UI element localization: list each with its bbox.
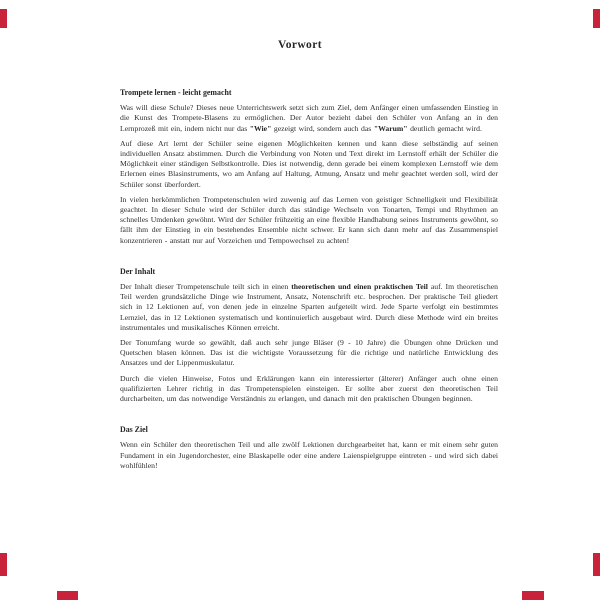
paragraph xyxy=(120,338,498,369)
section-heading: Das Ziel xyxy=(120,425,148,435)
body-text: Wenn ein Schüler den theoretischen Teil und alle zwölf Lektionen durchgearbeitet hat, kann er mit einem sehr guten Fundament in ein Jugendorchester, eine Blaskapelle oder eine andere Laienspielgruppe eintreten - und wird sich dabei wohlfühlen! xyxy=(120,440,498,470)
body-text: In vielen herkömmlichen Trompetenschulen wird zuwenig auf das Lernen von geistiger Schnelligkeit und Flexibilität geachtet. In dieser Schule wird der Schüler durch das ständige Wechseln von Tonarten, Tempi und Rhythmen an schnelles Umdenken gewöhnt. Wird der Schüler frühzeitig an eine flexible Handhabung seines Instruments gewöhnt, so fällt ihm der Einstieg in ein bestehendes Ensemble nicht schwer. Er kann sich dann mehr auf das Zusammenspiel konzentrieren - anstatt nur auf Vorzeichen und Tempowechsel zu achten! xyxy=(120,194,498,245)
crop-mark-bottom-left xyxy=(57,591,78,600)
paragraph xyxy=(120,282,498,333)
document-body xyxy=(120,0,498,471)
paragraph xyxy=(120,374,498,405)
section-heading: Der Inhalt xyxy=(120,266,156,276)
body-text: deutlich gemacht wird. xyxy=(407,123,482,133)
body-text: Auf diese Art lernt der Schüler seine eigenen Möglichkeiten kennen und kann diese selbständig auf seinen individuellen Ansatz abstimmen. Durch die Verbindung von Noten und Text direkt im Lernstoff erhält der Schüler die Möglichkeit einer ständigen Selbstkontrolle. Dies ist notwendig, denn gerade bei einem komplexen Lernstoff wie dem Erlernen eines Blasinstruments, wo am Anfang auf Haltung, Atmung, Ansatz und mehr geachtet werden soll, wird der Schüler sonst überfordert. xyxy=(120,138,498,189)
bold-text: "Warum" xyxy=(373,123,408,133)
crop-mark-top-left xyxy=(0,9,7,28)
paragraph xyxy=(120,195,498,246)
paragraph xyxy=(120,440,498,471)
bold-text: "Wie" xyxy=(249,123,272,133)
body-text: Durch die vielen Hinweise, Fotos und Erklärungen kann ein interessierter (älterer) Anfänger auch ohne einen qualifizierten Lehrer richtig in das Trompetenspielen einsteigen. Er sollte aber zuerst den theoretischen Teil durcharbeiten, um das notwendige Verständnis zu erlangen, und danach mit den praktischen Übungen beginnen. xyxy=(120,373,498,404)
body-text: Der Tonumfang wurde so gewählt, daß auch sehr junge Bläser (9 - 10 Jahre) die Übungen ohne Drücken und Quetschen blasen können. Das ist die wichtigste Voraussetzung für die richtige und natürliche Entwicklung des Ansatzes und der Lippenmuskulatur. xyxy=(120,338,498,368)
crop-mark-bottom-left-edge xyxy=(0,553,7,576)
crop-mark-top-right xyxy=(593,9,600,28)
page-title: Vorwort xyxy=(278,39,322,51)
paragraph xyxy=(120,139,498,190)
section-heading: Trompete lernen - leicht gemacht xyxy=(120,88,232,97)
paragraph xyxy=(120,103,498,134)
crop-mark-bottom-right-edge xyxy=(593,553,600,576)
body-text: Was will diese Schule? Dieses neue Unterrichtswerk setzt sich zum Ziel, dem Anfänger einen umfassenden Einstieg in die Kunst des Trompete-Blasens zu ermöglichen. Der Autor bezieht dabei den Schüler von Anfang an in den Lernprozeß mit ein, indem nicht nur das xyxy=(120,103,498,133)
crop-mark-bottom-right xyxy=(522,591,544,600)
body-text: gezeigt wird, sondern auch das xyxy=(271,123,374,133)
body-text: auf. Im theoretischen Teil werden grundsätzliche Dinge wie Instrument, Ansatz, Notenschrift etc. besprochen. Der praktische Teil gliedert sich in 12 Lektionen auf, von denen jede in einzelne Sparten aufgeteilt wird. Jede Sparte verfolgt ein bestimmtes Lernziel, das in 12 Lektionen systematisch und kontinuierlich ausgebaut wird. Durch diese Methode wird ein breites instrumentales und musikalisches Können erreicht. xyxy=(120,282,498,332)
body-text: Der Inhalt dieser Trompetenschule teilt sich in einen xyxy=(120,282,292,292)
bold-text: theoretischen und einen praktischen Teil xyxy=(291,282,428,292)
